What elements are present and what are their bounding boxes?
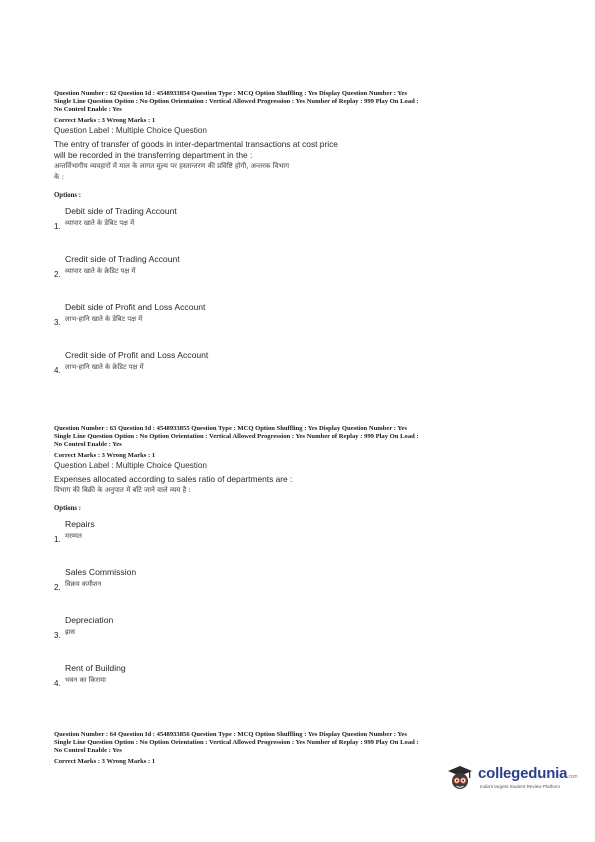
option-text-en: Credit side of Trading Account — [65, 253, 180, 264]
option-number: 4. — [54, 678, 61, 688]
question-meta — [54, 731, 554, 756]
option-3[interactable] — [54, 295, 554, 343]
question-text-hi: के : — [54, 172, 64, 181]
options-title: Options : — [54, 504, 82, 512]
meta-line: Question Number : 62 Question Id : 4548933854 Question Type : MCQ Option Shuffling : Yes Display Question Number : Yes — [54, 90, 407, 97]
logo-tagline: India's largest Student Review Platform — [480, 784, 561, 789]
question-63 — [54, 425, 554, 704]
option-text-hi: लाभ-हानि खाते के डेबिट पक्ष में — [65, 314, 143, 323]
option-text-en: Credit side of Profit and Loss Account — [65, 349, 209, 360]
meta-line: No Control Enable : Yes — [54, 106, 122, 114]
collegedunia-logo — [444, 760, 580, 800]
options-title: Options : — [54, 191, 82, 199]
option-text-hi: मरम्मत — [65, 531, 82, 540]
option-text-en: Debit side of Profit and Loss Account — [65, 301, 206, 312]
meta-line: Single Line Question Option : No Option Orientation : Vertical Allowed Progression : Yes Number of Replay : 999 Play On Load : — [54, 98, 419, 106]
question-text — [54, 139, 554, 183]
option-text-en: Sales Commission — [65, 566, 137, 577]
question-label: Question Label : Multiple Choice Question — [54, 460, 207, 470]
logo-domain: .com — [567, 774, 578, 780]
option-text-hi: व्यापार खाते के डेबिट पक्ष में — [65, 218, 135, 227]
option-text-en: Depreciation — [65, 614, 114, 625]
option-number: 2. — [54, 582, 61, 592]
question-meta — [54, 425, 554, 450]
option-number: 3. — [54, 630, 61, 640]
question-text-en: will be recorded in the transferring department in the : — [54, 149, 253, 160]
option-text-hi: ह्रास — [65, 627, 75, 636]
question-text-en: Expenses allocated according to sales ratio of departments are : — [54, 473, 293, 484]
option-4[interactable] — [54, 656, 554, 704]
option-number: 3. — [54, 317, 61, 327]
marks-line: Correct Marks : 3 Wrong Marks : 1 — [54, 116, 156, 124]
meta-line: Question Number : 64 Question Id : 4548933856 Question Type : MCQ Option Shuffling : Yes Display Question Number : Yes — [54, 731, 407, 738]
option-text-hi: व्यापार खाते के क्रेडिट पक्ष में — [65, 266, 136, 275]
logo-wordmark — [478, 765, 577, 782]
question-62 — [54, 90, 554, 391]
option-1[interactable] — [54, 512, 554, 560]
question-label: Question Label : Multiple Choice Question — [54, 125, 207, 135]
meta-line: Single Line Question Option : No Option Orientation : Vertical Allowed Progression : Yes Number of Replay : 999 Play On Load : — [54, 433, 419, 441]
option-4[interactable] — [54, 343, 554, 391]
option-text-hi: भवन का किराया — [65, 675, 106, 684]
mascot-icon — [444, 762, 476, 794]
question-text-hi: विभाग की बिक्री के अनुपात में बाँटे जाने वाले व्यय है : — [54, 485, 191, 494]
option-1[interactable] — [54, 199, 554, 247]
marks-line: Correct Marks : 3 Wrong Marks : 1 — [54, 757, 156, 765]
option-2[interactable] — [54, 560, 554, 608]
option-number: 2. — [54, 269, 61, 279]
option-text-en: Repairs — [65, 518, 95, 529]
meta-line: No Control Enable : Yes — [54, 747, 122, 755]
option-2[interactable] — [54, 247, 554, 295]
question-text-hi: अन्तर्विभागीय व्यवहारों में माल के लागत मूल्य पर हस्तान्तरण की प्रविष्टि होगी, अन्तरक विभाग — [54, 161, 290, 170]
options-list — [54, 512, 554, 704]
meta-line: No Control Enable : Yes — [54, 441, 122, 449]
option-number: 4. — [54, 365, 61, 375]
option-number: 1. — [54, 534, 61, 544]
question-text — [54, 474, 554, 496]
option-text-en: Debit side of Trading Account — [65, 205, 177, 216]
question-text-en: The entry of transfer of goods in inter-departmental transactions at cost price — [54, 138, 338, 149]
option-text-hi: विक्रय कमीशन — [65, 579, 102, 588]
option-text-hi: लाभ-हानि खाते के क्रेडिट पक्ष में — [65, 362, 144, 371]
meta-line: Question Number : 63 Question Id : 4548933855 Question Type : MCQ Option Shuffling : Yes Display Question Number : Yes — [54, 425, 407, 432]
meta-line: Single Line Question Option : No Option Orientation : Vertical Allowed Progression : Yes Number of Replay : 999 Play On Load : — [54, 739, 419, 747]
option-text-en: Rent of Building — [65, 662, 126, 673]
option-3[interactable] — [54, 608, 554, 656]
option-number: 1. — [54, 221, 61, 231]
marks-line: Correct Marks : 3 Wrong Marks : 1 — [54, 451, 156, 459]
logo-name: collegedunia — [478, 765, 568, 782]
question-meta — [54, 90, 554, 115]
options-list — [54, 199, 554, 391]
